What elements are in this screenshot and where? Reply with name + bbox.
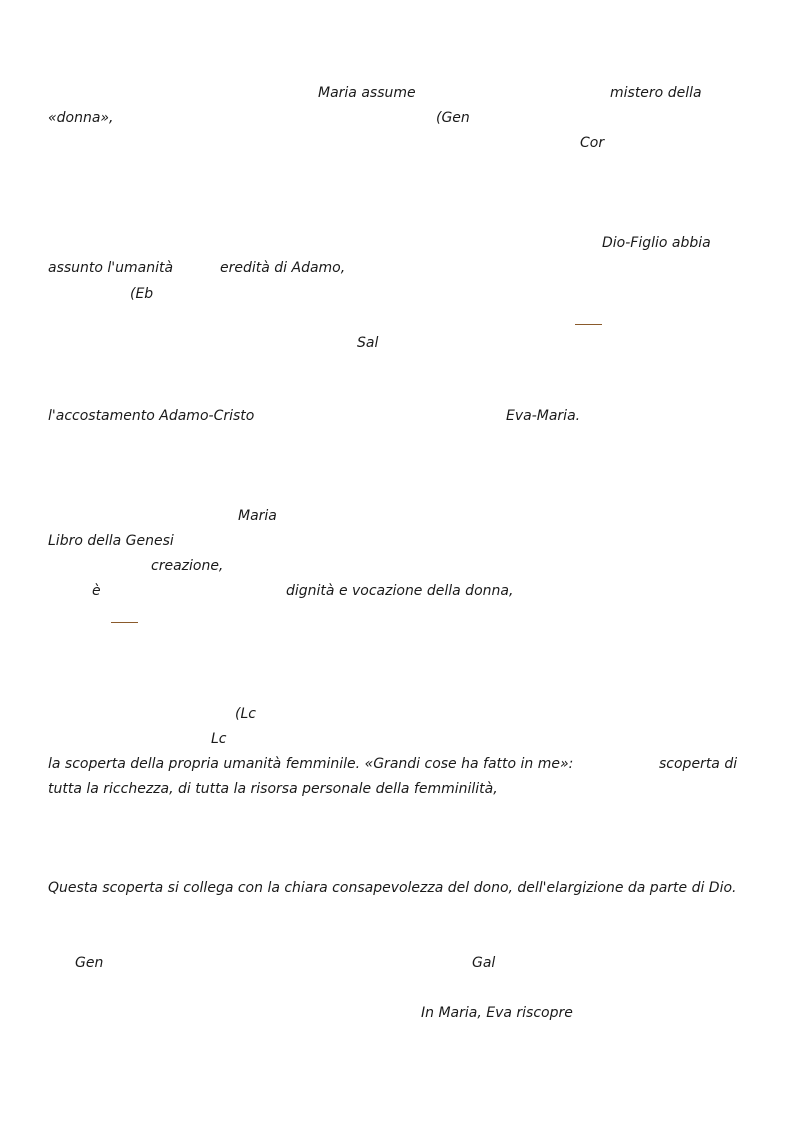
text-fragment: è <box>92 583 101 599</box>
text-fragment: Questa scoperta si collega con la chiara consapevolezza del dono, dell'elargizione da parte di Dio. <box>48 880 737 896</box>
text-fragment: assunto l'umanità <box>48 260 174 276</box>
text-fragment: (Lc <box>235 706 256 722</box>
text-fragment: Gen <box>75 955 104 971</box>
text-fragment: Libro della Genesi <box>48 533 174 549</box>
text-fragment: Gal <box>472 955 496 971</box>
text-fragment: (Eb <box>130 286 154 302</box>
text-fragment: Eva-Maria. <box>506 408 581 424</box>
text-fragment: «donna», <box>48 110 114 126</box>
text-fragment: tutta la ricchezza, di tutta la risorsa personale della femminilità, <box>48 781 498 797</box>
text-fragment: Maria assume <box>318 85 416 101</box>
text-fragment: (Gen <box>436 110 470 126</box>
text-fragment: mistero della <box>610 85 702 101</box>
text-fragment: Lc <box>211 731 227 747</box>
footnote-link-underline <box>575 324 602 325</box>
text-fragment: scoperta di <box>659 756 738 772</box>
text-fragment: Sal <box>357 335 379 351</box>
text-fragment: l'accostamento Adamo-Cristo <box>48 408 255 424</box>
text-fragment: la scoperta della propria umanità femminile. «Grandi cose ha fatto in me»: <box>48 756 574 772</box>
footnote-link-underline <box>111 622 138 623</box>
text-fragment: dignità e vocazione della donna, <box>286 583 514 599</box>
text-fragment: Maria <box>238 508 277 524</box>
text-fragment: Dio-Figlio abbia <box>602 235 711 251</box>
text-fragment: Cor <box>580 135 605 151</box>
text-fragment: eredità di Adamo, <box>220 260 346 276</box>
text-fragment: In Maria, Eva riscopre <box>421 1005 573 1021</box>
text-fragment: creazione, <box>151 558 224 574</box>
